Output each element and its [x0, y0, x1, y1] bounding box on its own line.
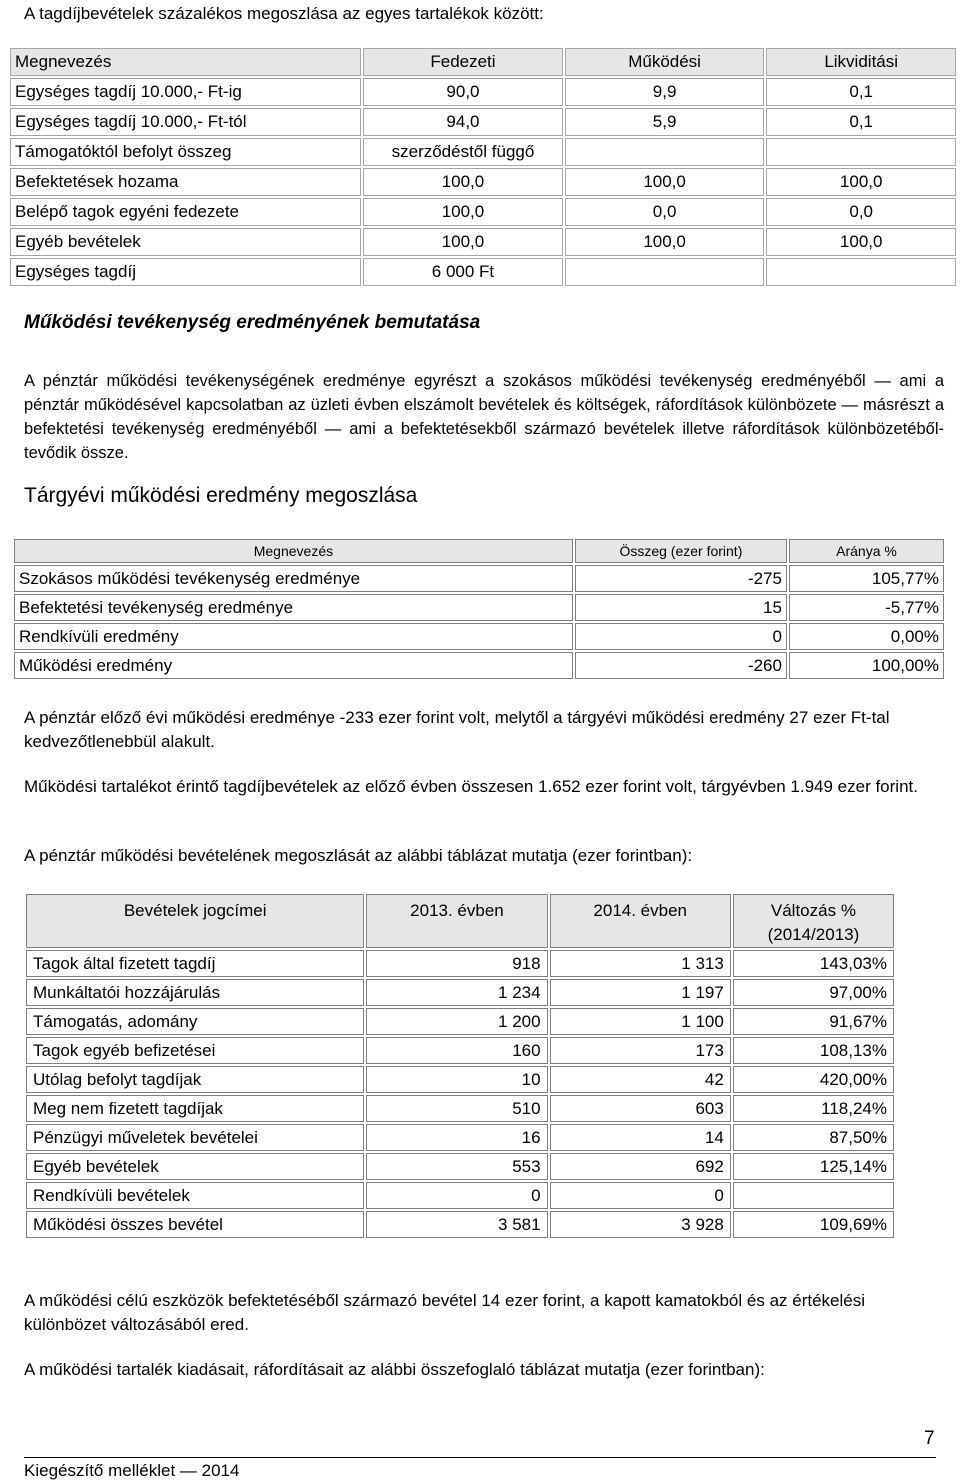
row-label: Befektetési tevékenység eredménye	[14, 594, 573, 621]
cell-ratio: 0,00%	[789, 623, 944, 650]
cell-2013: 3 581	[366, 1211, 547, 1238]
cell-change: 118,24%	[733, 1095, 894, 1122]
cell-2014: 692	[550, 1153, 731, 1180]
row-label: Egyéb bevételek	[26, 1153, 364, 1180]
cell-mukodesi: 0,0	[565, 198, 765, 226]
contribution-distribution-table	[8, 46, 958, 288]
row-label: Rendkívüli bevételek	[26, 1182, 364, 1209]
cell-change: 91,67%	[733, 1008, 894, 1035]
cell-2014: 42	[550, 1066, 731, 1093]
cell-2013: 1 234	[366, 979, 547, 1006]
cell-mukodesi: 100,0	[565, 228, 765, 256]
cell-fedezeti: 100,0	[363, 168, 563, 196]
cell-change: 143,03%	[733, 950, 894, 977]
cell-ratio: 100,00%	[789, 652, 944, 679]
cell-likviditasi: 0,1	[766, 78, 956, 106]
intro-heading: A tagdíjbevételek százalékos megoszlása az egyes tartalékok között:	[24, 4, 544, 23]
table-row	[26, 1153, 894, 1180]
cell-mukodesi: 100,0	[565, 168, 765, 196]
table-row	[26, 979, 894, 1006]
cell-amount: -260	[575, 652, 787, 679]
cell-2014: 1 197	[550, 979, 731, 1006]
cell-2013: 918	[366, 950, 547, 977]
table-header-row	[10, 48, 956, 76]
cell-change: 420,00%	[733, 1066, 894, 1093]
table-row	[26, 1211, 894, 1238]
cell-2014: 1 313	[550, 950, 731, 977]
subtitle: Tárgyévi működési eredmény megoszlása	[24, 484, 418, 507]
cell-likviditasi: 100,0	[766, 228, 956, 256]
paragraph-contributions: Működési tartalékot érintő tagdíjbevételek az előző évben összesen 1.652 ezer forint volt, tárgyévben 1.949 ezer forint.	[24, 777, 918, 796]
header-cell: Aránya %	[789, 539, 944, 563]
table-header-row	[14, 539, 944, 563]
operating-revenue-table	[24, 892, 896, 1240]
cell-mukodesi: 9,9	[565, 78, 765, 106]
table-row	[26, 1095, 894, 1122]
table-row	[10, 108, 956, 136]
table-row	[14, 594, 944, 621]
cell-2013: 510	[366, 1095, 547, 1122]
table-row	[26, 1124, 894, 1151]
header-cell: Változás % (2014/2013)	[733, 894, 894, 948]
table-row	[14, 623, 944, 650]
operating-result-table	[12, 537, 946, 681]
cell-change: 87,50%	[733, 1124, 894, 1151]
table-row	[26, 1066, 894, 1093]
table-header-row	[26, 894, 894, 948]
cell-fedezeti: 6 000 Ft	[363, 258, 563, 286]
cell-likviditasi	[766, 138, 956, 166]
cell-ratio: -5,77%	[789, 594, 944, 621]
cell-2014: 0	[550, 1182, 731, 1209]
paragraph-revenue-intro: A pénztár működési bevételének megoszlását az alábbi táblázat mutatja (ezer forintban):	[24, 846, 693, 865]
table-row	[10, 198, 956, 226]
row-label: Tagok egyéb befizetései	[26, 1037, 364, 1064]
cell-2013: 553	[366, 1153, 547, 1180]
table-row	[10, 78, 956, 106]
cell-mukodesi	[565, 138, 765, 166]
row-label: Szokásos működési tevékenység eredménye	[14, 565, 573, 592]
header-cell: Bevételek jogcímei	[26, 894, 364, 948]
row-label: Utólag befolyt tagdíjak	[26, 1066, 364, 1093]
header-cell: 2013. évben	[366, 894, 547, 948]
cell-2014: 173	[550, 1037, 731, 1064]
row-label: Támogatóktól befolyt összeg	[10, 138, 361, 166]
header-cell: Megnevezés	[10, 48, 361, 76]
cell-likviditasi	[766, 258, 956, 286]
row-label: Tagok által fizetett tagdíj	[26, 950, 364, 977]
cell-2013: 1 200	[366, 1008, 547, 1035]
table-row	[10, 138, 956, 166]
header-cell: Összeg (ezer forint)	[575, 539, 787, 563]
cell-2013: 160	[366, 1037, 547, 1064]
cell-2013: 16	[366, 1124, 547, 1151]
table-row	[26, 1182, 894, 1209]
cell-2014: 1 100	[550, 1008, 731, 1035]
cell-amount: -275	[575, 565, 787, 592]
table-row	[26, 950, 894, 977]
paragraph-operating-result: A pénztár működési tevékenységének eredménye egyrészt a szokásos működési tevékenység eredményéből — ami a pénztár működésével kapcsolatban az üzleti évben elszámolt bevételek és költségek, ráfordítások különbözete — másrészt a befektetési tevékenység eredményéből — ami a befektetésekből származó bevételek illetve ráfordítások különbözetéből- tevődik össze.	[24, 372, 944, 462]
row-label: Munkáltatói hozzájárulás	[26, 979, 364, 1006]
row-label: Támogatás, adomány	[26, 1008, 364, 1035]
row-label: Meg nem fizetett tagdíjak	[26, 1095, 364, 1122]
cell-ratio: 105,77%	[789, 565, 944, 592]
row-label: Befektetések hozama	[10, 168, 361, 196]
section-title: Működési tevékenység eredményének bemutatása	[24, 312, 481, 333]
page-number: 7	[924, 1428, 935, 1449]
cell-2014: 603	[550, 1095, 731, 1122]
cell-change: 109,69%	[733, 1211, 894, 1238]
cell-likviditasi: 0,0	[766, 198, 956, 226]
cell-fedezeti: 90,0	[363, 78, 563, 106]
cell-change: 97,00%	[733, 979, 894, 1006]
cell-2014: 3 928	[550, 1211, 731, 1238]
cell-change: 108,13%	[733, 1037, 894, 1064]
header-cell: Fedezeti	[363, 48, 563, 76]
cell-amount: 0	[575, 623, 787, 650]
header-cell: Megnevezés	[14, 539, 573, 563]
cell-amount: 15	[575, 594, 787, 621]
paragraph-previous-year: A pénztár előző évi működési eredménye -233 ezer forint volt, melytől a tárgyévi működési eredmény 27 ezer Ft-tal kedvezőtlenebbül alakult.	[24, 708, 890, 751]
table-row	[26, 1008, 894, 1035]
cell-2014: 14	[550, 1124, 731, 1151]
table-row	[10, 228, 956, 256]
table-row	[26, 1037, 894, 1064]
row-label: Egységes tagdíj 10.000,- Ft-tól	[10, 108, 361, 136]
cell-mukodesi: 5,9	[565, 108, 765, 136]
header-cell: Működési	[565, 48, 765, 76]
row-label: Működési eredmény	[14, 652, 573, 679]
table-row	[14, 565, 944, 592]
table-row	[10, 168, 956, 196]
row-label: Belépő tagok egyéni fedezete	[10, 198, 361, 226]
header-cell: 2014. évben	[550, 894, 731, 948]
row-label: Egységes tagdíj 10.000,- Ft-ig	[10, 78, 361, 106]
cell-fedezeti: 100,0	[363, 228, 563, 256]
row-label: Működési összes bevétel	[26, 1211, 364, 1238]
cell-2013: 10	[366, 1066, 547, 1093]
row-label: Egységes tagdíj	[10, 258, 361, 286]
cell-fedezeti: 94,0	[363, 108, 563, 136]
row-label: Egyéb bevételek	[10, 228, 361, 256]
table-row	[14, 652, 944, 679]
cell-change: 125,14%	[733, 1153, 894, 1180]
cell-likviditasi: 100,0	[766, 168, 956, 196]
cell-fedezeti: 100,0	[363, 198, 563, 226]
header-cell: Likviditási	[766, 48, 956, 76]
footer-text: Kiegészítő melléklet — 2014	[24, 1461, 240, 1480]
paragraph-expenses-intro: A működési tartalék kiadásait, ráfordításait az alábbi összefoglaló táblázat mutatja (ezer forintban):	[24, 1360, 765, 1379]
cell-2013: 0	[366, 1182, 547, 1209]
paragraph-investment-income: A működési célú eszközök befektetéséből származó bevétel 14 ezer forint, a kapott kamatokból és az értékelési különbözet változásából ered.	[24, 1291, 866, 1334]
row-label: Rendkívüli eredmény	[14, 623, 573, 650]
cell-likviditasi: 0,1	[766, 108, 956, 136]
row-label: Pénzügyi műveletek bevételei	[26, 1124, 364, 1151]
cell-mukodesi	[565, 258, 765, 286]
cell-change	[733, 1182, 894, 1209]
cell-fedezeti: szerződéstől függő	[363, 138, 563, 166]
footer-divider	[24, 1457, 936, 1458]
table-row	[10, 258, 956, 286]
